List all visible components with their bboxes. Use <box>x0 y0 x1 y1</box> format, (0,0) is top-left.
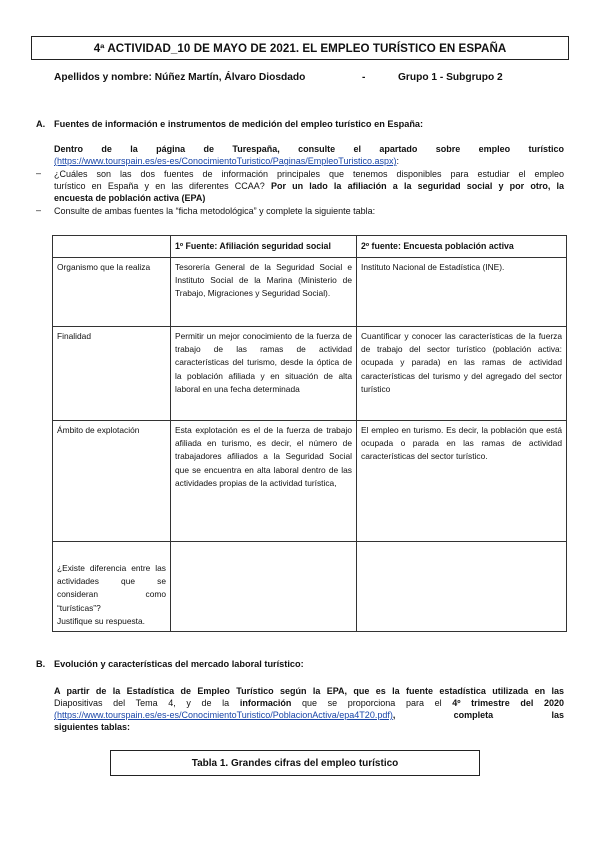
bullet-1-mark: – <box>36 168 42 178</box>
line3-completa: , completa las <box>392 710 564 720</box>
section-b-line2 <box>54 697 564 709</box>
row-col1-cell: Tesorería General de la Seguridad Social e Instituto Social de la Marina (Ministerio de Trabajo, Migraciones y Seguridad Social). <box>171 258 357 327</box>
section-b-letter: B. <box>36 659 46 669</box>
row-label: Ámbito de explotación <box>53 421 171 542</box>
line2-part-d: 4º trimestre del 2020 <box>452 698 564 708</box>
row-col1-cell: Permitir un mejor conocimiento de la fuerza de trabajo de las ramas de actividad características del turismo, desde la óptica de la población afiliada y en situación de alta laboral en una fecha determinada <box>171 327 357 421</box>
table-1-caption <box>110 750 480 776</box>
answer-cell-col2[interactable] <box>357 542 567 632</box>
row-col2-cell: El empleo en turismo. Es decir, la población que está ocupada o parada en las ramas de actividad características del sector turístico. <box>357 421 567 542</box>
row-col2-cell: Instituto Nacional de Estadística (INE). <box>357 258 567 327</box>
table-row <box>53 542 567 632</box>
bullet-1-question: turístico en España y en las diferentes CCAA? <box>54 181 265 191</box>
table-1-caption-text: Tabla 1. Grandes cifras del empleo turístico <box>191 757 399 769</box>
section-a-intro-line1: Dentro de la página de Turespaña, consulte el apartado sobre empleo turístico <box>54 144 564 154</box>
section-a-title: Fuentes de información e instrumentos de medición del empleo turístico en España: <box>54 119 424 129</box>
sources-table <box>52 235 567 632</box>
table-corner-cell <box>53 236 171 258</box>
bullet-1-line3: encuesta de población activa (EPA) <box>54 193 206 203</box>
name-separator: - <box>362 72 366 83</box>
row-col1-cell: Esta explotación es el de la fuerza de trabajo afiliada en turismo, es decir, el número de trabajadores afiliados a la Seguridad Social que se encuentra en alta laboral dentro de las actividades propias de la actividad turística, <box>171 421 357 542</box>
row-label: Finalidad <box>53 327 171 421</box>
row-label-question: ¿Existe diferencia entre las actividades que se consideran como “turísticas”? <box>57 562 166 613</box>
bullet-1-line2 <box>54 180 564 192</box>
epa-4t20-link[interactable]: (https://www.tourspain.es/es-es/ConocimientoTuristico/PoblacionActiva/epa4T20.pdf) <box>54 710 393 720</box>
section-b-title: Evolución y características del mercado laboral turístico: <box>54 659 304 669</box>
document-title <box>31 36 569 60</box>
table-row <box>53 327 567 421</box>
turespana-empleo-link[interactable]: (https://www.tourspain.es/es-es/ConocimientoTuristico/Paginas/EmpleoTuristico.aspx) <box>54 156 397 166</box>
bullet-1-line1: ¿Cuáles son las dos fuentes de información principales que tenemos disponibles para estudiar el empleo <box>54 169 564 179</box>
section-a-heading <box>36 119 423 129</box>
table-row <box>53 421 567 542</box>
col2-header: 2º fuente: Encuesta población activa <box>357 236 567 258</box>
section-b-line4: siguientes tablas: <box>54 722 131 732</box>
table-header-row <box>53 236 567 258</box>
answer-cell-col1[interactable] <box>171 542 357 632</box>
col1-header: 1º Fuente: Afiliación seguridad social <box>171 236 357 258</box>
section-a-letter: A. <box>36 119 46 129</box>
bullet-1-answer: Por un lado la afiliación a la seguridad social y por otro, la <box>270 181 564 191</box>
line2-part-c: que se proporciona para el <box>302 698 442 708</box>
table-row <box>53 258 567 327</box>
section-b-heading <box>36 659 304 669</box>
row-label-instruction: Justifique su respuesta. <box>57 615 145 626</box>
bullet-2-text: Consulte de ambas fuentes la “ficha metodológica” y complete la siguiente tabla: <box>54 206 376 216</box>
bullet-2-mark: – <box>36 205 42 215</box>
line2-part-a: Diapositivas del Tema 4, y de la <box>54 698 230 708</box>
title-text: 4ª ACTIVIDAD_10 DE MAYO DE 2021. EL EMPLEO TURÍSTICO EN ESPAÑA <box>93 41 507 55</box>
section-a-intro-line2 <box>54 155 564 167</box>
intro-colon: : <box>396 156 399 166</box>
section-b-line1: A partir de la Estadística de Empleo Turístico según la EPA, que es la fuente estadística utilizada en las <box>54 686 564 696</box>
group-label: Grupo 1 - Subgrupo 2 <box>398 72 503 83</box>
row-col2-cell: Cuantificar y conocer las características de la fuerza de trabajo del sector turístico (población activa: ocupada y parada) en las ramas de actividad características del turismo y del agregado del sector turístico <box>357 327 567 421</box>
row-label <box>53 542 171 632</box>
line2-part-b: información <box>239 698 292 708</box>
section-b-line3 <box>54 709 564 721</box>
row-label: Organismo que la realiza <box>53 258 171 327</box>
student-name: Apellidos y nombre: Núñez Martín, Álvaro Diosdado <box>54 72 306 83</box>
